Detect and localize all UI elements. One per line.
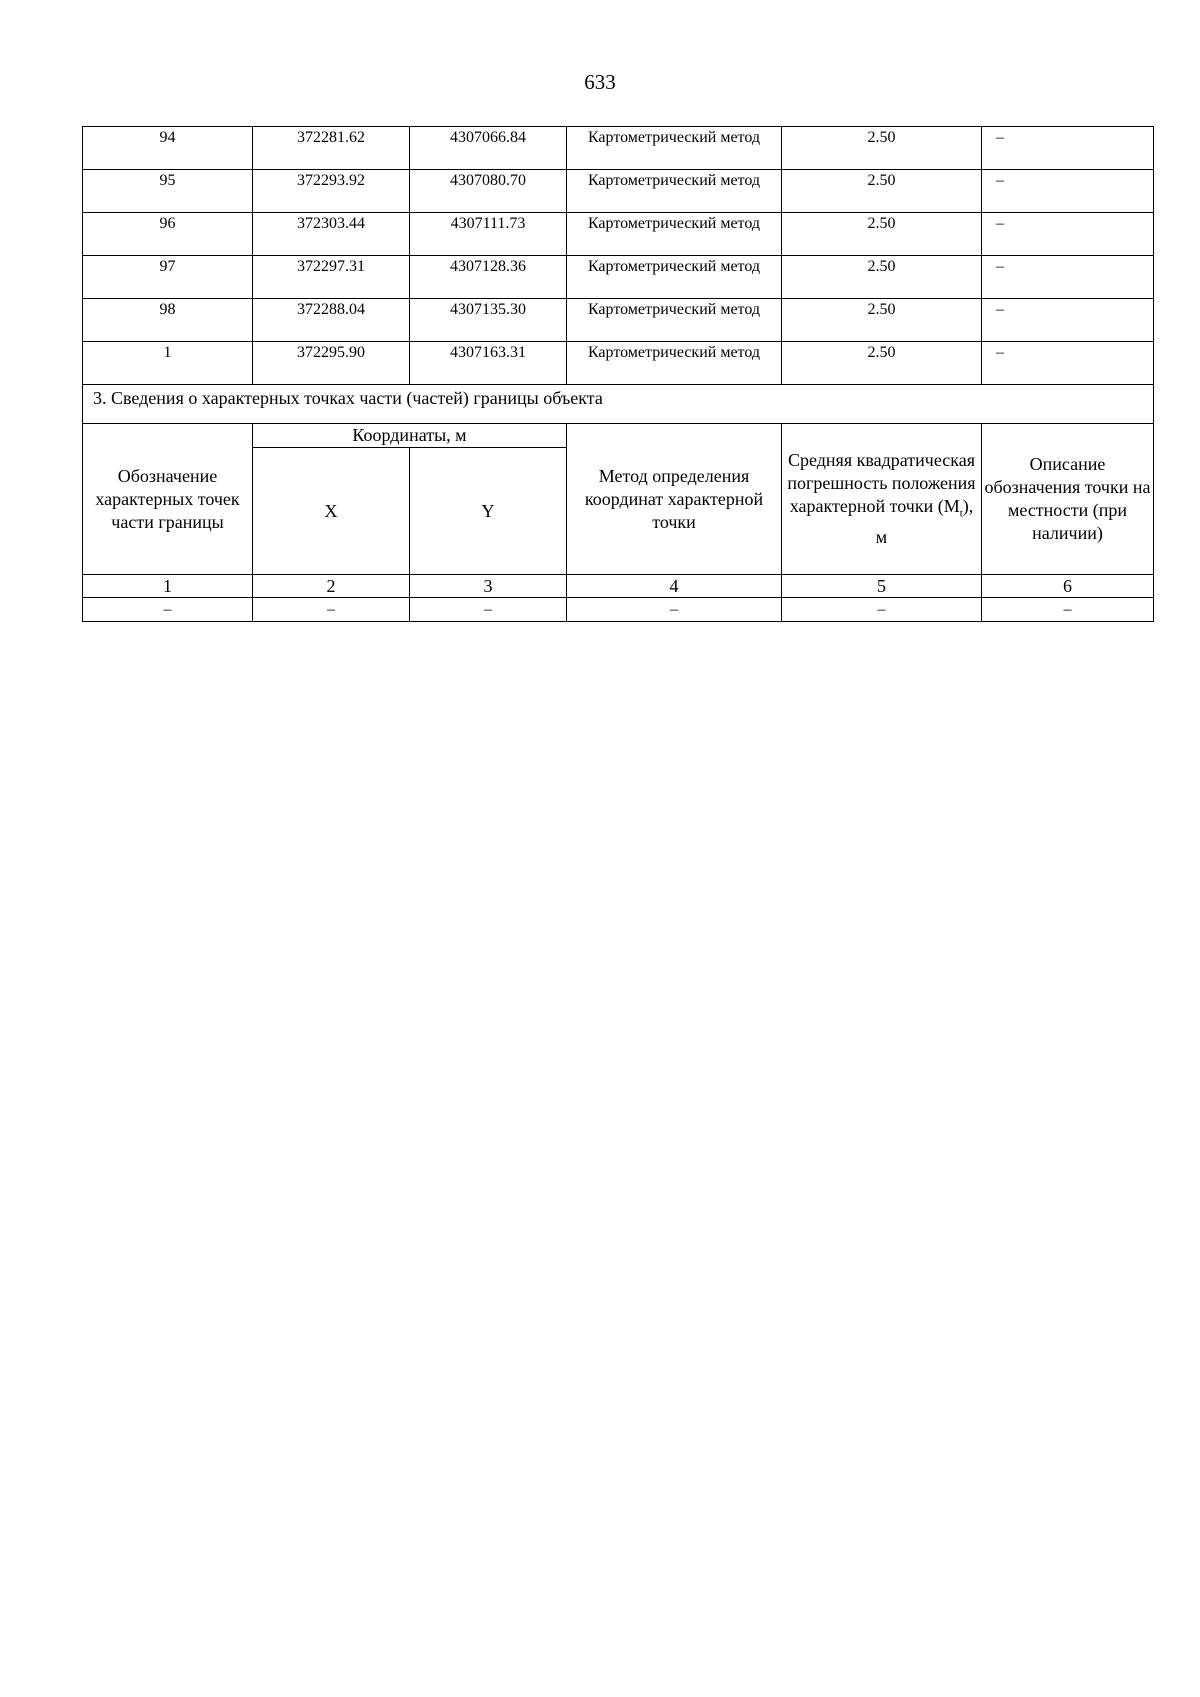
- point-method-cell: Картометрический метод: [567, 299, 782, 342]
- coordinates-table: [82, 126, 1154, 622]
- column-number: 6: [982, 575, 1154, 598]
- table-row: [83, 127, 1154, 170]
- points-table-body: [83, 127, 1154, 385]
- point-method-cell: Картометрический метод: [567, 127, 782, 170]
- point-description-cell: –: [982, 342, 1154, 385]
- point-x-cell: 372281.62: [253, 127, 410, 170]
- header-accuracy-main: Средняя квадратическая погрешность положения характерной точки (M: [787, 450, 976, 517]
- header-accuracy-sub: t: [959, 507, 963, 520]
- empty-cell: –: [567, 598, 782, 622]
- point-id-cell: 95: [83, 170, 253, 213]
- table-row: [83, 213, 1154, 256]
- column-number: 5: [782, 575, 982, 598]
- page-number: 633: [584, 70, 616, 94]
- empty-data-row: [83, 598, 1154, 622]
- empty-cell: –: [782, 598, 982, 622]
- point-description-cell: –: [982, 127, 1154, 170]
- header-description: Описание обозначения точки на местности (при наличии): [982, 424, 1154, 575]
- point-y-cell: 4307163.31: [410, 342, 567, 385]
- empty-cell: –: [83, 598, 253, 622]
- point-method-cell: Картометрический метод: [567, 213, 782, 256]
- section3-body: [83, 385, 1154, 622]
- column-number: 4: [567, 575, 782, 598]
- point-accuracy-cell: 2.50: [782, 256, 982, 299]
- point-x-cell: 372297.31: [253, 256, 410, 299]
- column-numbers-row: [83, 575, 1154, 598]
- table-row: [83, 170, 1154, 213]
- point-y-cell: 4307111.73: [410, 213, 567, 256]
- table-row: [83, 342, 1154, 385]
- point-x-cell: 372293.92: [253, 170, 410, 213]
- point-x-cell: 372303.44: [253, 213, 410, 256]
- point-x-cell: 372295.90: [253, 342, 410, 385]
- point-y-cell: 4307066.84: [410, 127, 567, 170]
- header-designation: Обозначение характерных точек части границы: [83, 424, 253, 575]
- point-id-cell: 97: [83, 256, 253, 299]
- section3-title: 3. Сведения о характерных точках части (частей) границы объекта: [83, 385, 1154, 424]
- table-row: [83, 256, 1154, 299]
- header-y: Y: [410, 448, 567, 575]
- empty-cell: –: [410, 598, 567, 622]
- point-id-cell: 98: [83, 299, 253, 342]
- point-description-cell: –: [982, 170, 1154, 213]
- header-method: Метод определения координат характерной точки: [567, 424, 782, 575]
- point-y-cell: 4307128.36: [410, 256, 567, 299]
- point-id-cell: 96: [83, 213, 253, 256]
- point-id-cell: 1: [83, 342, 253, 385]
- point-method-cell: Картометрический метод: [567, 342, 782, 385]
- column-number: 2: [253, 575, 410, 598]
- empty-cell: –: [982, 598, 1154, 622]
- header-accuracy: [782, 424, 982, 575]
- header-coordinates: Координаты, м: [253, 424, 567, 448]
- point-accuracy-cell: 2.50: [782, 213, 982, 256]
- point-y-cell: 4307080.70: [410, 170, 567, 213]
- point-accuracy-cell: 2.50: [782, 127, 982, 170]
- header-x: X: [253, 448, 410, 575]
- table-row: [83, 299, 1154, 342]
- point-y-cell: 4307135.30: [410, 299, 567, 342]
- point-description-cell: –: [982, 256, 1154, 299]
- point-accuracy-cell: 2.50: [782, 299, 982, 342]
- column-number: 1: [83, 575, 253, 598]
- point-id-cell: 94: [83, 127, 253, 170]
- point-method-cell: Картометрический метод: [567, 170, 782, 213]
- column-number: 3: [410, 575, 567, 598]
- point-method-cell: Картометрический метод: [567, 256, 782, 299]
- point-description-cell: –: [982, 299, 1154, 342]
- header-accuracy-tail: ), м: [875, 496, 974, 547]
- empty-cell: –: [253, 598, 410, 622]
- point-accuracy-cell: 2.50: [782, 170, 982, 213]
- point-description-cell: –: [982, 213, 1154, 256]
- point-x-cell: 372288.04: [253, 299, 410, 342]
- point-accuracy-cell: 2.50: [782, 342, 982, 385]
